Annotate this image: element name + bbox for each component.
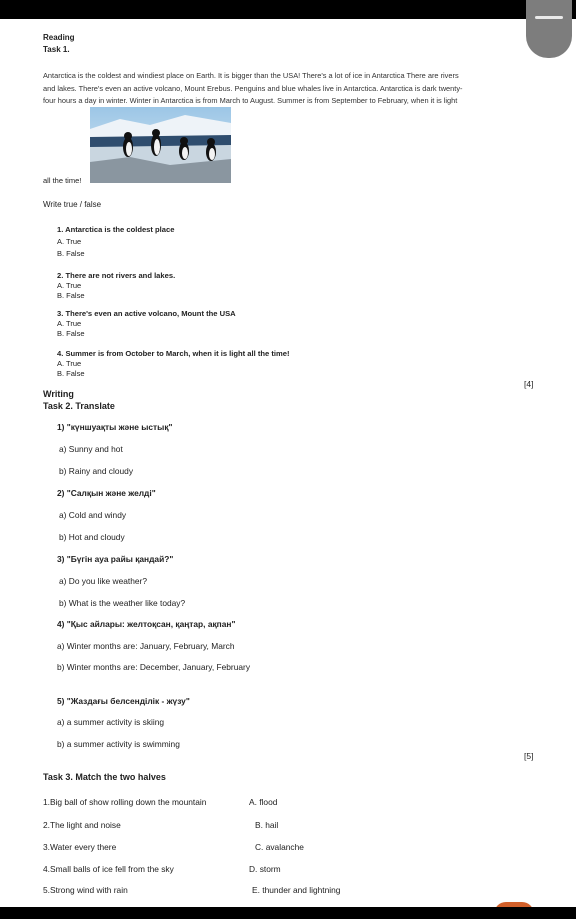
q3-option-a[interactable]: A. True bbox=[57, 319, 82, 328]
passage-line: Antarctica is the coldest and windiest place on Earth. It is bigger than the USA! There's a lot of ice in Antarctica There are rivers bbox=[43, 71, 459, 80]
item2-option-b[interactable]: b) Hot and cloudy bbox=[59, 532, 125, 542]
q2-option-b[interactable]: B. False bbox=[57, 291, 85, 300]
item5-option-b[interactable]: b) a summer activity is swimming bbox=[57, 739, 180, 749]
match-left-4: 4.Small balls of ice fell from the sky bbox=[43, 864, 174, 874]
match-left-1: 1.Big ball of show rolling down the mountain bbox=[43, 797, 207, 807]
task2-score: [5] bbox=[524, 751, 534, 761]
q4-option-a[interactable]: A. True bbox=[57, 359, 82, 368]
item3-option-b[interactable]: b) What is the weather like today? bbox=[59, 598, 186, 608]
penguins-photo bbox=[90, 107, 231, 183]
q2-option-a[interactable]: A. True bbox=[57, 281, 82, 290]
task1-instruction: Write true / false bbox=[43, 200, 102, 209]
q4-option-b[interactable]: B. False bbox=[57, 369, 85, 378]
match-right-d: D. storm bbox=[249, 864, 281, 874]
bottom-black-bar bbox=[0, 907, 576, 919]
menu-button[interactable] bbox=[526, 0, 572, 58]
translate-item-4: 4) "Қыс айлары: желтоқсан, қаңтар, ақпан" bbox=[57, 619, 236, 629]
item2-option-a[interactable]: a) Cold and windy bbox=[59, 510, 127, 520]
match-left-5: 5.Strong wind with rain bbox=[43, 885, 128, 895]
task1-heading: Task 1. bbox=[43, 45, 70, 54]
translate-item-3: 3) "Бүгін ауа райы қандай?" bbox=[57, 554, 174, 564]
question-3: 3. There's even an active volcano, Mount the USA bbox=[57, 309, 236, 318]
task1-score: [4] bbox=[524, 379, 534, 389]
match-left-2: 2.The light and noise bbox=[43, 820, 121, 830]
menu-icon bbox=[535, 16, 563, 19]
task2-heading: Task 2. Translate bbox=[43, 401, 115, 411]
q1-option-a[interactable]: A. True bbox=[57, 237, 82, 246]
q1-option-b[interactable]: B. False bbox=[57, 249, 85, 258]
match-right-c: C. avalanche bbox=[255, 842, 304, 852]
passage-tail: all the time! bbox=[43, 176, 82, 185]
passage-line: and lakes. There's even an active volcano, Mount Erebus. Penguins and blue whales live in Antarctica. Antarctica is dark twenty- bbox=[43, 83, 463, 93]
question-4: 4. Summer is from October to March, when it is light all the time! bbox=[57, 349, 290, 358]
match-left-3: 3.Water every there bbox=[43, 842, 117, 852]
match-right-e: E. thunder and lightning bbox=[252, 885, 341, 895]
item4-option-b[interactable]: b) Winter months are: December, January, February bbox=[57, 662, 251, 672]
translate-item-2: 2) "Салқын және желді" bbox=[57, 488, 156, 498]
translate-item-1: 1) "күншуақты және ыстық" bbox=[57, 422, 173, 432]
passage-line: four hours a day in winter. Winter in Antarctica is from March to August. Summer is from September to February, when it is light bbox=[43, 96, 458, 106]
item3-option-a[interactable]: a) Do you like weather? bbox=[59, 576, 147, 586]
item1-option-a[interactable]: a) Sunny and hot bbox=[59, 444, 123, 454]
task3-heading: Task 3. Match the two halves bbox=[43, 772, 166, 782]
item5-option-a[interactable]: a) a summer activity is skiing bbox=[57, 717, 165, 727]
top-black-bar bbox=[0, 0, 576, 19]
reading-heading: Reading bbox=[43, 33, 75, 42]
item1-option-b[interactable]: b) Rainy and cloudy bbox=[59, 466, 134, 476]
writing-heading: Writing bbox=[43, 389, 74, 399]
q3-option-b[interactable]: B. False bbox=[57, 329, 85, 338]
item4-option-a[interactable]: a) Winter months are: January, February, March bbox=[57, 641, 235, 651]
reading-passage bbox=[43, 70, 535, 108]
question-1: 1. Antarctica is the coldest place bbox=[57, 225, 175, 234]
question-2: 2. There are not rivers and lakes. bbox=[57, 271, 176, 280]
match-right-a: A. flood bbox=[249, 797, 278, 807]
translate-item-5: 5) "Жаздағы белсенділік - жүзу" bbox=[57, 696, 190, 706]
match-right-b: B. hail bbox=[255, 820, 279, 830]
